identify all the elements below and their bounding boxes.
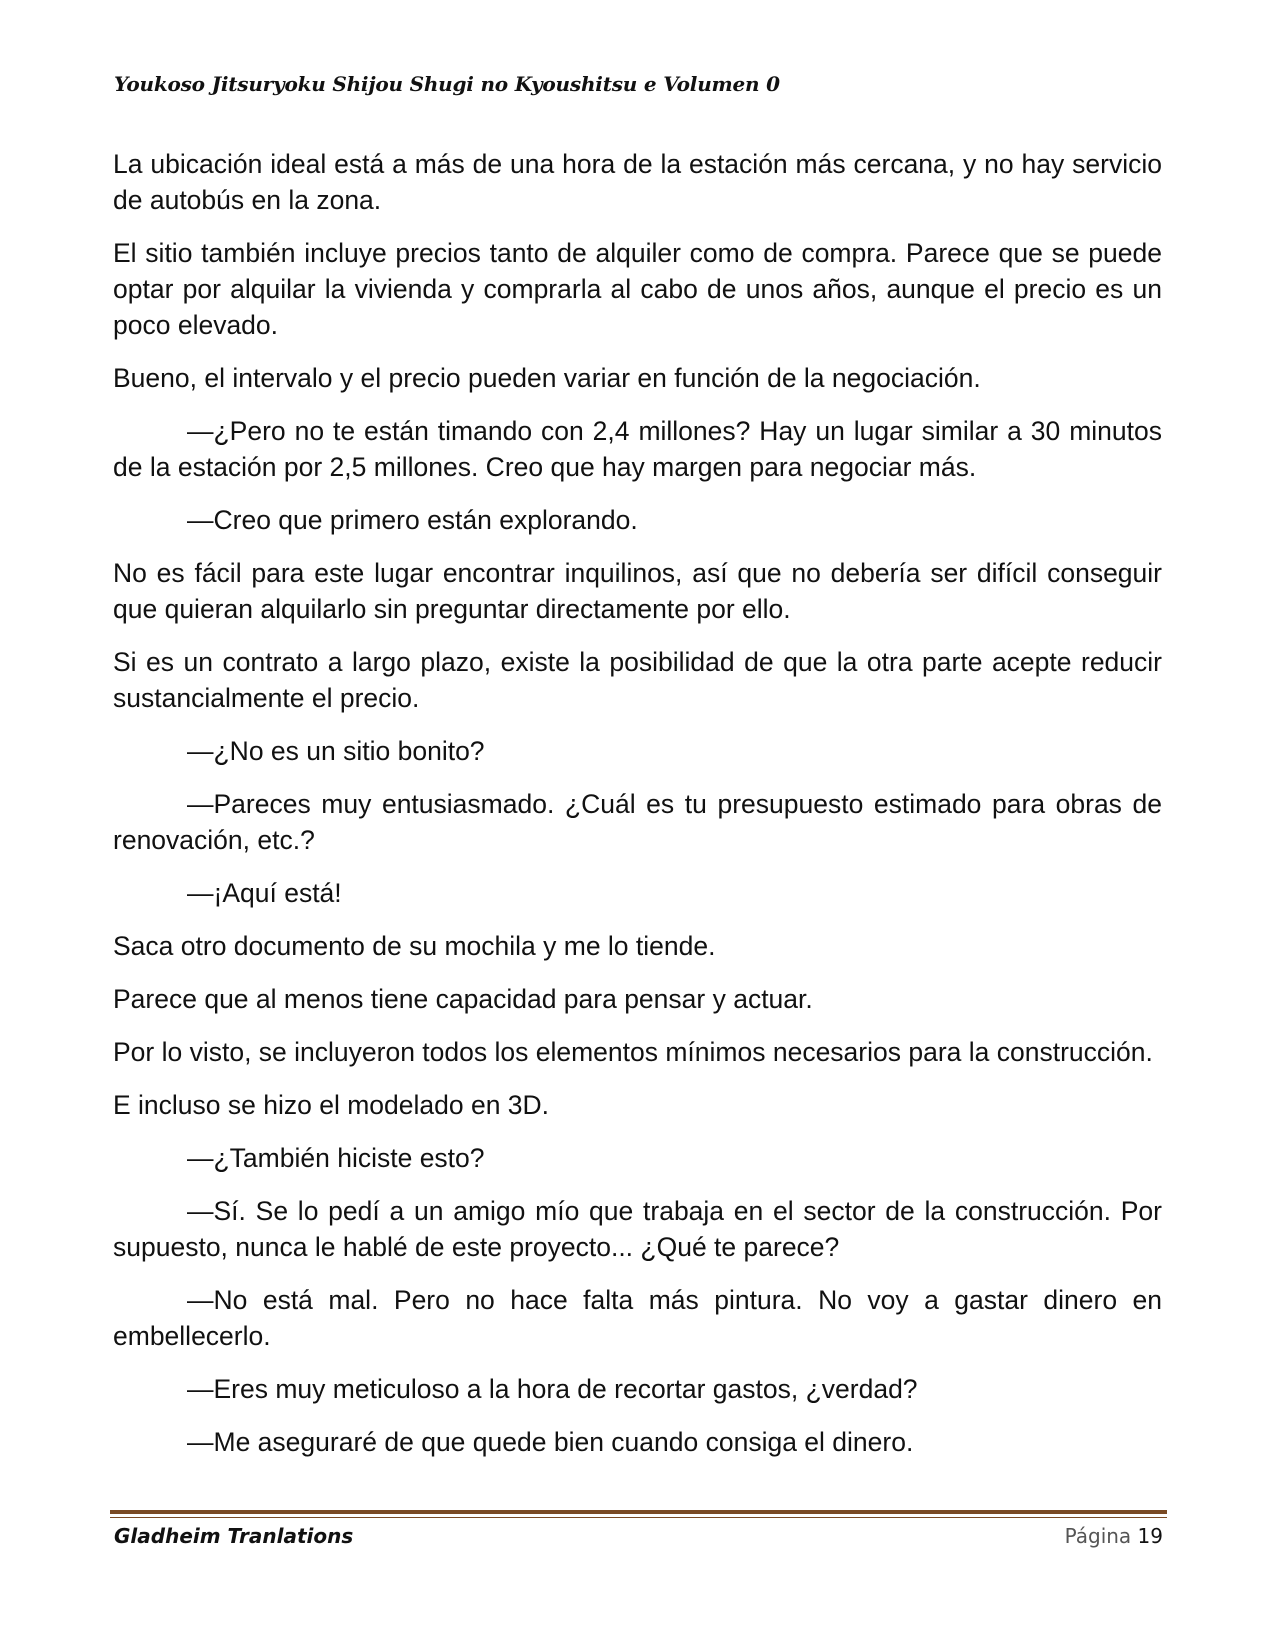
page-label: Página: [1064, 1524, 1132, 1548]
body-text: [113, 146, 1162, 1477]
paragraph: La ubicación ideal está a más de una hora de la estación más cercana, y no hay servicio de autobús en la zona.: [113, 149, 1162, 215]
page-number: 19: [1137, 1524, 1163, 1548]
dialog-line: —¿Pero no te están timando con 2,4 millones? Hay un lugar similar a 30 minutos de la estación por 2,5 millones. Creo que hay margen para negociar más.: [113, 416, 1162, 482]
dialog-line: —¿No es un sitio bonito?: [187, 736, 485, 766]
paragraph: Bueno, el intervalo y el precio pueden variar en función de la negociación.: [113, 363, 981, 393]
paragraph: Por lo visto, se incluyeron todos los elementos mínimos necesarios para la construcción.: [113, 1037, 1153, 1067]
dialog-line: —Me aseguraré de que quede bien cuando consiga el dinero.: [187, 1427, 914, 1457]
dialog-line: —Eres muy meticuloso a la hora de recortar gastos, ¿verdad?: [187, 1374, 918, 1404]
dialog-line: —No está mal. Pero no hace falta más pintura. No voy a gastar dinero en embellecerlo.: [113, 1285, 1162, 1351]
running-header-title: Youkoso Jitsuryoku Shijou Shugi no Kyoushitsu e Volumen 0: [114, 72, 780, 96]
dialog-line: —Creo que primero están explorando.: [187, 505, 638, 535]
paragraph: E incluso se hizo el modelado en 3D.: [113, 1090, 550, 1120]
dialog-line: —Sí. Se lo pedí a un amigo mío que trabaja en el sector de la construcción. Por supuesto, nunca le hablé de este proyecto... ¿Qué te parece?: [113, 1196, 1162, 1262]
paragraph: Saca otro documento de su mochila y me lo tiende.: [113, 931, 716, 961]
footer-divider-thick: [110, 1510, 1167, 1514]
paragraph: El sitio también incluye precios tanto de alquiler como de compra. Parece que se puede optar por alquilar la vivienda y comprarla al cabo de unos años, aunque el precio es un poco elevado.: [113, 238, 1162, 340]
paragraph: Parece que al menos tiene capacidad para pensar y actuar.: [113, 984, 813, 1014]
paragraph: No es fácil para este lugar encontrar inquilinos, así que no debería ser difícil conseguir que quieran alquilarlo sin preguntar directamente por ello.: [113, 558, 1162, 624]
page-number-label: [1065, 1524, 1163, 1548]
dialog-line: —¿También hiciste esto?: [187, 1143, 485, 1173]
dialog-line: —¡Aquí está!: [187, 878, 342, 908]
paragraph: Si es un contrato a largo plazo, existe la posibilidad de que la otra parte acepte reducir sustancialmente el precio.: [113, 647, 1162, 713]
footer-credit: Gladheim Tranlations: [114, 1524, 354, 1548]
footer-divider-thin: [110, 1517, 1167, 1518]
dialog-line: —Pareces muy entusiasmado. ¿Cuál es tu presupuesto estimado para obras de renovación, etc.?: [113, 789, 1162, 855]
